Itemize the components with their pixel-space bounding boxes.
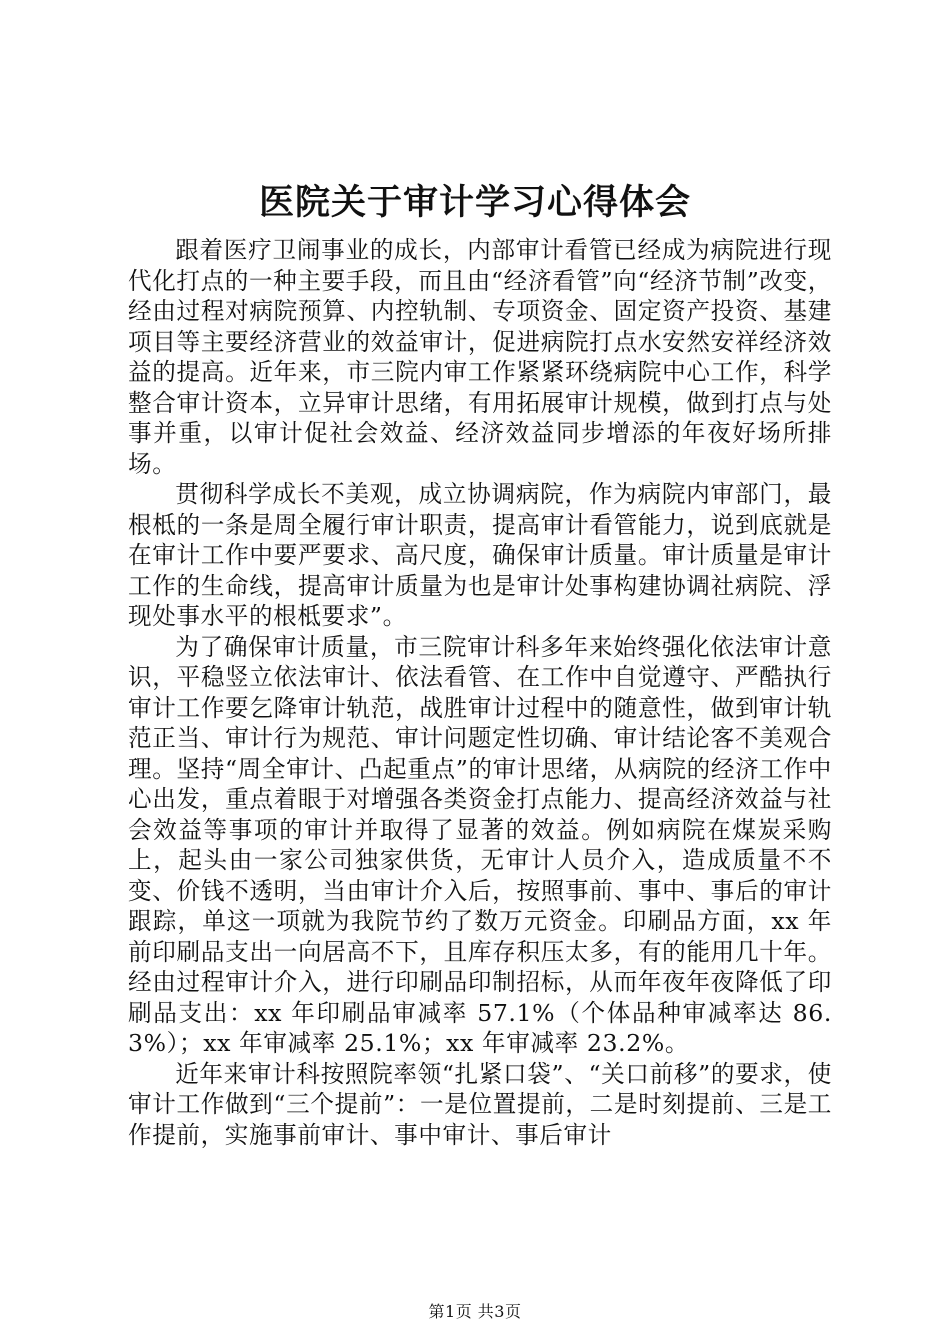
document-title: 医院关于审计学习心得体会 bbox=[258, 183, 691, 223]
paragraph-3: 为了确保审计质量，市三院审计科多年来始终强化依法审计意识，平稳竖立依法审计、依法看管、在工作中自觉遵守、严酷执行审计工作要乞降审计轨范，战胜审计过程中的随意性，做到审计轨范正当、审计行为规范、审计问题定性切确、审计结论客不美观合理。坚持“周全审计、凸起重点”的审计思绪，从病院的经济工作中心出发，重点着眼于对增强各类资金打点能力、提高经济效益与社会效益等事项的审计并取得了显著的效益。例如病院在煤炭采购上，起头由一家公司独家供货，无审计人员介入，造成质量不不变、价钱不透明，当由审计介入后，按照事前、事中、事后的审计跟踪，单这一项就为我院节约了数万元资金。印刷品方面，xx 年前印刷品支出一向居高不下，且库存积压太多，有的能用几十年。经由过程审计介入，进行印刷品印制招标，从而年夜年夜降低了印刷品支出：xx 年印刷品审减率 57.1%（个体品种审减率达 86.3%）；xx 年审减率 25.1%；xx 年审减率 23.2%。 bbox=[128, 632, 832, 1057]
document-body bbox=[128, 235, 832, 1150]
page-number-footer: 第1页 共3页 bbox=[428, 1302, 522, 1321]
paragraph-4: 近年来审计科按照院率领“扎紧口袋”、“关口前移”的要求，使审计工作做到“三个提前”：一是位置提前，二是时刻提前、三是工作提前，实施事前审计、事中审计、事后审计 bbox=[128, 1059, 832, 1149]
paragraph-2: 贯彻科学成长不美观，成立协调病院，作为病院内审部门，最根柢的一条是周全履行审计职责，提高审计看管能力，说到底就是在审计工作中要严要求、高尺度，确保审计质量。审计质量是审计工作的生命线，提高审计质量为也是审计处事构建协调社病院、浮现处事水平的根柢要求”。 bbox=[128, 480, 832, 630]
paragraph-1: 跟着医疗卫闹事业的成长，内部审计看管已经成为病院进行现代化打点的一种主要手段，而且由“经济看管”向“经济节制”改变，经由过程对病院预算、内控轨制、专项资金、固定资产投资、基建项目等主要经济营业的效益审计，促进病院打点水安然安祥经济效益的提高。近年来，市三院内审工作紧紧环绕病院中心工作，科学整合审计资本，立异审计思绪，有用拓展审计规模，做到打点与处事并重，以审计促社会效益、经济效益同步增添的年夜好场所排场。 bbox=[128, 236, 832, 478]
